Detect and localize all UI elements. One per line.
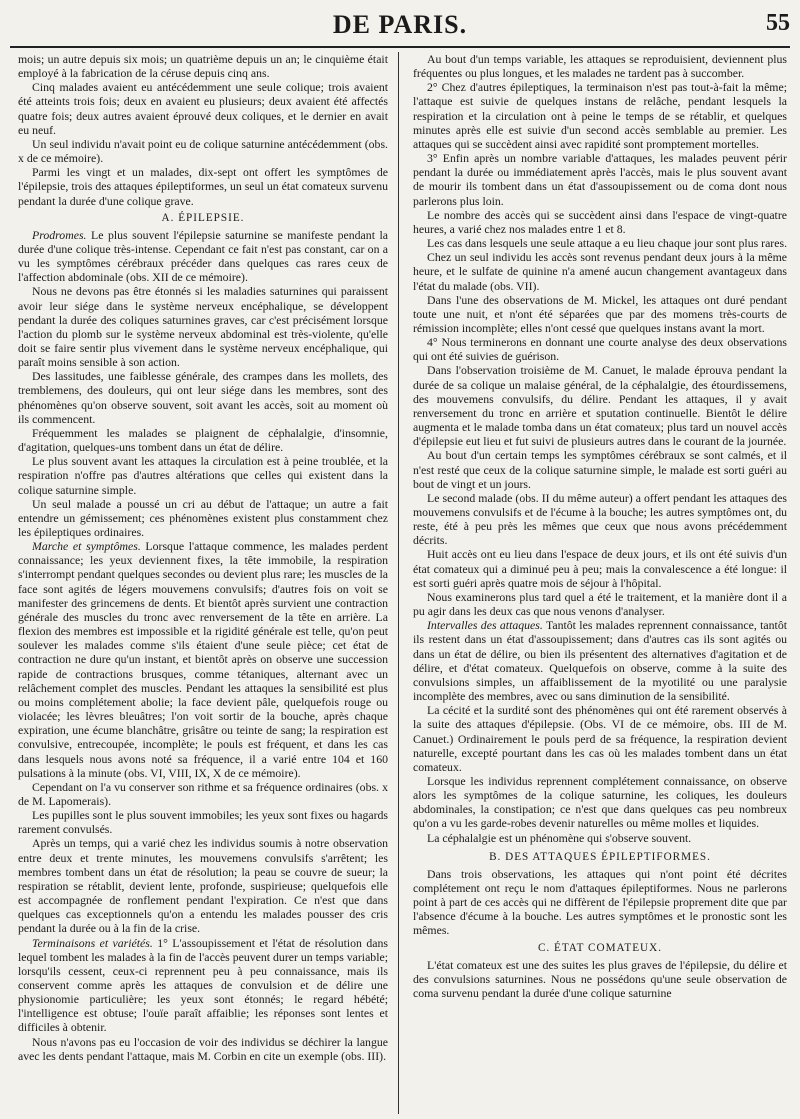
paragraph: Nous examinerons plus tard quel a été le traitement, et la manière dont il a pu agir dans les deux cas que nous venons d'analyser. — [413, 589, 787, 619]
paragraph: La cécité et la surdité sont des phénomènes qui ont été rarement observés à la suite des attaques d'épilepsie. (Obs. VI de ce mémoire, obs. III de M. Canuet.) Ordinairement le pouls perd de sa fréquence, la respiration devient naturelle, excepté pourtant dans les cas où les malades tombent dans un état comateux. — [413, 703, 787, 774]
paragraph: Nous n'avons pas eu l'occasion de voir des individus se déchirer la langue avec les dents pendant l'attaque, mais M. Corbin en cite un exemple (obs. III). — [18, 1034, 388, 1063]
paragraph: Un seul malade a poussé un cri au début de l'attaque; un autre a fait entendre un gémissement; ces phénomènes existent plus constamment chez les épileptiques ordinaires. — [18, 496, 388, 539]
paragraph: La céphalalgie est un phénomène qui s'observe souvent. — [427, 830, 692, 845]
section-heading-b: B. DES ATTAQUES ÉPILEPTIFORMES. — [489, 850, 711, 863]
paragraph-text: Le plus souvent l'épilepsie saturnine se manifeste pendant la durée d'une colique très-intense. Cependant ce fait n'est pas constant, car on a vu les symptômes cérébraux précéder dans quelques cas rares ceux de l'affection abdominale (obs. XII de ce mémoire). — [18, 227, 388, 285]
paragraph: Cinq malades avaient eu antécédemment une seule colique; trois avaient été atteints trois fois; deux en avaient eu plusieurs; deux avaient été affectés quatre fois; deux autres avaient éprouvé deux coliques, et le dernier en avait eu neuf. — [18, 80, 388, 137]
section-heading-c: C. ÉTAT COMATEUX. — [537, 941, 663, 954]
paragraph: Dans l'observation troisième de M. Canuet, le malade éprouva pendant la durée de sa colique un malaise général, de la céphalalgie, des étourdissemens, des mouvemens convulsifs, du délire. Pendant les attaques, il y avait renversement du tronc en arrière et sputation continuelle. Bientôt le délire augmenta et le malade tomba dans un état comateux; plus tard un nouvel accès d'épilepsie eut lieu et fut suivi de plusieurs autres dans le courant de la journée. — [413, 363, 787, 449]
paragraph — [18, 936, 388, 1035]
paragraph: Les cas dans lesquels une seule attaque a eu lieu chaque jour sont plus rares. — [427, 236, 787, 251]
paragraph: 2° Chez d'autres épileptiques, la terminaison n'est pas tout-à-fait la même; l'attaque est suivie de quelques instans de relâche, pendant lesquels la respiration et la circulation ont à peine le temps de se rétablir, et quelques minutes après elle est suivie d'un second accès semblable au premier. Les attaques qui se succèdent ainsi avec rapidité sont promptement mortelles. — [413, 80, 787, 151]
paragraph: Des lassitudes, une faiblesse générale, des crampes dans les mollets, des tremblemens, des douleurs, qui ont leur siége dans les membres, sont des phénomènes qu'on observe souvent, soit avant les accès, soit au moment où ils commencent. — [18, 369, 388, 426]
column-divider — [398, 52, 399, 1114]
paragraph-text: Tantôt les malades reprennent connaissance, tantôt ils restent dans un état d'assoupissement; dans d'autres cas ils sont agités ou dans un état de délire, ou bien ils présentent des alternatives d'agitation et de délire, et d'état comateux. Quelquefois on observe, comme à la suite des convulsions simples, un affaiblissement de la myotilité ou une paralysie incomplète des membres, avec ou sans diminution de la sensibilité. — [413, 618, 787, 704]
paragraph: Le second malade (obs. II du même auteur) a offert pendant les attaques des mouvemens convulsifs et de l'écume à la bouche; les autres symptômes ont, du reste, été à peu près les mêmes que ceux que nous avons précédemment décrits. — [413, 490, 787, 548]
run-in-heading: Terminaisons et variétés. — [32, 935, 153, 950]
run-in-heading: Marche et symptômes. — [32, 539, 141, 554]
paragraph: Lorsque les individus reprennent complétement connaissance, on observe alors les symptômes de la colique saturnine, les coliques, les douleurs abdominales, la constipation; ce n'est que dans quelques cas peu nombreux qu'on a vu les garde-robes devenir naturelles ou même molles et liquides. — [413, 773, 787, 831]
paragraph-text: Lorsque l'attaque commence, les malades perdent connaissance; les yeux deviennent fixes, la tête immobile, la respiration s'interrompt pendant quelques secondes ou devient plus rare; les muscles de la face sont agités de légers mouvemens convulsifs; d'autres fois on voit se manifester des grincemens de dents. Et bientôt après survient une contraction générale des muscles du tronc avec renversement de la tête en arrière. La flexion des membres est impossible et la rigidité générale est telle, qu'on peut soulever les malades comme s'ils étaient d'une seule pièce; cet état de contraction ne dure qu'un instant, et bientôt après on observe une succession rapide de contractions brusques, comme tétaniques, alternant avec un relâchement complet des muscles. Pendant les attaques la sensibilité est plus ou moins complétement abolie; la face devient pâle, quelquefois rouge ou violacée; les lèvres bleuâtres; l'on voit sortir de la bouche, après chaque expiration, une écume blanchâtre, grisâtre ou teinte de sang; la respiration est convulsive, entrecoupée, incomplète; le pouls est fréquent, et dans les cas dans lesquels nous avons noté sa fréquence, il a varié entre 104 et 160 pulsations à la minute (obs. VI, VIII, IX, X de ce mémoire). — [18, 539, 388, 780]
paragraph — [413, 618, 787, 703]
paragraph: Les pupilles sont le plus souvent immobiles; les yeux sont fixes ou hagards rarement convulsés. — [18, 808, 388, 837]
paragraph: Dans trois observations, les attaques qui n'ont point été décrites complétement ont reçu le nom d'attaques épileptiformes. Nous ne parlerons point à part de ces accès qui ne diffèrent de l'épilepsie proprement dite que par l'absence d'écume à la bouche. Les autres symptômes et le pronostic sont les mêmes. — [413, 866, 787, 938]
paragraph: Fréquemment les malades se plaignent de céphalalgie, d'insomnie, d'agitation, quelques-uns tombent dans un état de délire. — [18, 425, 388, 455]
paragraph: mois; un autre depuis six mois; un quatrième depuis un an; le cinquième était employé à la fabrication de la céruse depuis cinq ans. — [18, 52, 388, 81]
paragraph: Au bout d'un certain temps les symptômes cérébraux se sont calmés, et il n'est resté que ceux de la colique saturnine simple, le malade est sorti guéri au bout de vingt et un jours. — [413, 448, 787, 491]
paragraph: L'état comateux est une des suites les plus graves de l'épilepsie, du délire et des convulsions saturnines. Nous ne possédons qu'une seule observation de coma survenu pendant la durée d'une colique saturnine — [413, 957, 787, 1000]
paragraph: 3° Enfin après un nombre variable d'attaques, les malades peuvent périr pendant la durée ou immédiatement après l'accès, mais le plus souvent avant de mourir ils tombent dans un état d'assoupissement ou de coma dont nous parlerons plus loin. — [413, 151, 787, 208]
paragraph: Un seul individu n'avait point eu de colique saturnine antécédemment (obs. x de ce mémoire). — [18, 136, 388, 166]
paragraph: Nous ne devons pas être étonnés si les maladies saturnines qui paraissent avoir leur siége dans le système nerveux encéphalique, se développent pendant la durée des coliques saturnines graves, car c'est précisément lorsque l'action du plomb sur le système nerveux abdominal est très-violente, qu'elle doit se faire sentir plus vivement dans le système nerveux encéphalique, qui paraît moins sensible à son action. — [18, 284, 388, 370]
paragraph: Parmi les vingt et un malades, dix-sept ont offert les symptômes de l'épilepsie, trois des attaques épileptiformes, un seul un état comateux survenu pendant la durée d'une colique grave. — [18, 165, 388, 208]
section-heading-a: A. ÉPILEPSIE. — [161, 211, 245, 224]
paragraph: 4° Nous terminerons en donnant une courte analyse des deux observations qui ont été suivies de guérison. — [413, 335, 787, 364]
right-column — [413, 52, 787, 1114]
paragraph: Huit accès ont eu lieu dans l'espace de deux jours, et ils ont été suivis d'un état comateux qui a diminué peu à peu; mais la convalescence a été longue: il est sorti guéri après quatre mois de séjour à l'hôpital. — [413, 547, 787, 590]
left-column — [18, 52, 388, 1114]
header-rule — [10, 46, 790, 48]
paragraph: Le plus souvent avant les attaques la circulation est à peine troublée, et la respiration n'offre pas d'autres altérations que celles qui existent dans la colique saturnine simple. — [18, 454, 388, 497]
paragraph — [18, 228, 388, 285]
paragraph-text: 1° L'assoupissement et l'état de résolution dans lequel tombent les malades à la fin de l'accès peuvent durer un temps variable; lorsqu'ils cessent, ceux-ci reprennent peu à peu connaissance, mais ils conservent comme après les attaques de convulsion et de délire une physionomie particulière; les yeux sont étonnés; le regard hébété; l'intelligence est obtuse; l'ouïe paraît affaiblie; les réponses sont lentes et difficiles à obtenir. — [18, 935, 388, 1035]
paragraph: Chez un seul individu les accès sont revenus pendant deux jours à la même heure, et le sulfate de quinine n'a amené aucun changement avantageux dans l'état du malade (obs. VII). — [413, 250, 787, 293]
page-number: 55 — [766, 10, 790, 36]
run-in-heading: Prodromes. — [32, 227, 87, 242]
running-title: DE PARIS. — [332, 10, 468, 39]
paragraph: Cependant on l'a vu conserver son rithme et sa fréquence ordinaires (obs. x de M. Lapomerais). — [18, 779, 388, 808]
paragraph: Après un temps, qui a varié chez les individus soumis à notre observation entre deux et trente minutes, les mouvemens convulsifs s'arrêtent; les membres tombent dans un état de résolution; la peau se couvre de sueur; la respiration se rétablit, devient lente, profonde, suspirieuse; quelquefois elle est accompagnée de ronflement pendant l'expiration. Ce n'est que dans quelques cas exceptionnels qu'on a entendu les malades pousser des cris pendant la durée ou à la fin de la crise. — [18, 836, 388, 936]
paragraph: Dans l'une des observations de M. Mickel, les attaques ont duré pendant toute une nuit, et n'ont été séparées que par des momens très-courts de rémission incomplète; elles n'ont cessé que quelques instans avant la mort. — [413, 292, 787, 335]
run-in-heading: Intervalles des attaques. — [427, 618, 543, 633]
paragraph: Le nombre des accès qui se succèdent ainsi dans l'espace de vingt-quatre heures, a varié chez nos malades entre 1 et 8. — [413, 207, 787, 236]
paragraph: Au bout d'un temps variable, les attaques se reproduisient, deviennent plus fréquentes ou plus longues, et les malades ne tardent pas à succomber. — [413, 52, 787, 81]
paragraph — [18, 539, 388, 780]
page-header — [0, 10, 800, 44]
